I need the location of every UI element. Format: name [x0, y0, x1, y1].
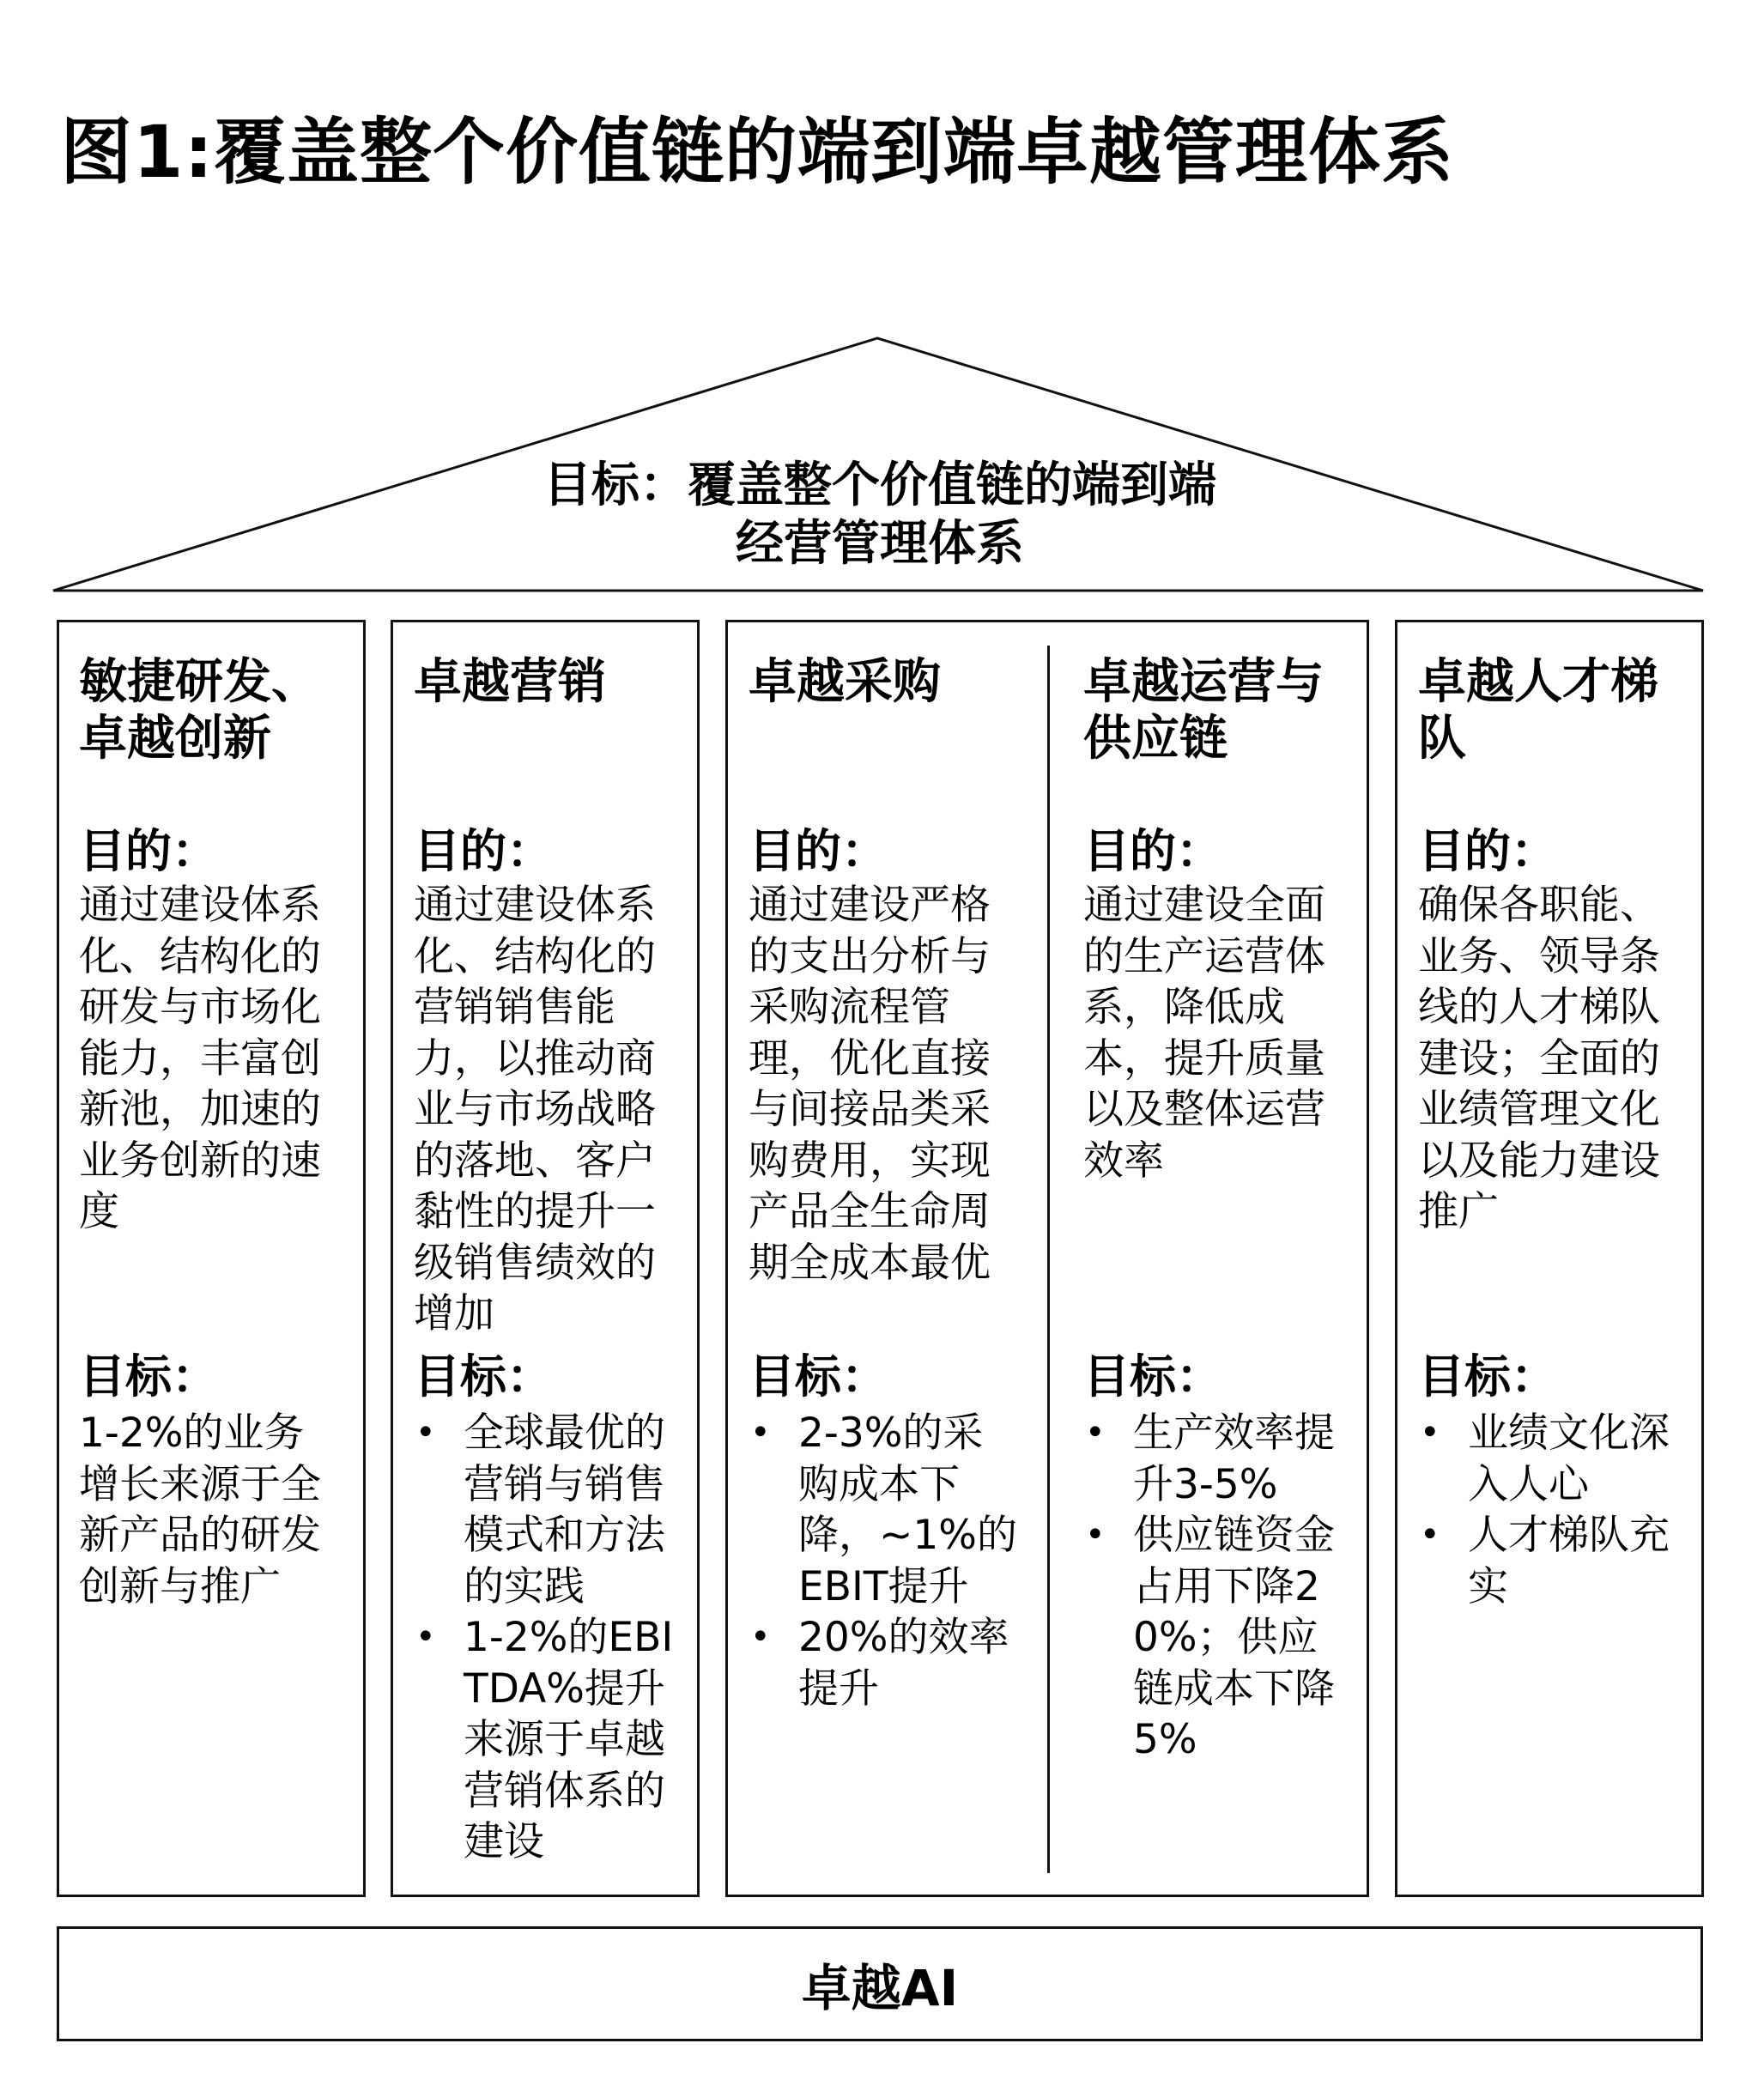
foundation-base: 卓越AI [57, 1926, 1703, 2041]
target-item: • 1-2%的EBITDA%提升来源于卓越营销体系的建设 [414, 1612, 688, 1868]
purpose-text: 确保各职能、业务、领导条线的人才梯队建设；全面的业绩管理文化以及能力建设推广 [1418, 882, 1660, 1235]
target-item: • 生产效率提升3-5% [1083, 1408, 1358, 1510]
purpose-label: 目的： [1418, 824, 1557, 878]
purpose-label: 目的： [1083, 824, 1222, 878]
target-item: • 全球最优的营销与销售模式和方法的实践 [414, 1408, 688, 1612]
target-label: 目标： [79, 1349, 218, 1404]
target-item: • 业绩文化深入人心 [1418, 1408, 1693, 1510]
purpose-label: 目的： [749, 824, 888, 878]
target-list [414, 1408, 688, 1868]
purpose-text: 通过建设体系化、结构化的研发与市场化能力，丰富创新池，加速的业务创新的速度 [79, 882, 321, 1235]
purpose-text: 通过建设体系化、结构化的营销销售能力，以推动商业与市场战略的落地、客户黏性的提升一级销售绩效的增加 [414, 882, 656, 1337]
target-item: • 2-3%的采购成本下降，~1%的EBIT提升 [749, 1408, 1023, 1612]
target-label: 目标： [1418, 1349, 1557, 1404]
figure-title: 图1:覆盖整个价值链的端到端卓越管理体系 [60, 110, 1455, 194]
pillar-heading: 卓越采购 [749, 654, 941, 710]
target-item: • 人才梯队充实 [1418, 1510, 1693, 1612]
target-list [749, 1408, 1023, 1714]
roof-goal-line1: 目标：覆盖整个价值链的端到端 [543, 458, 1216, 513]
target-list [1418, 1408, 1693, 1612]
purpose-label: 目的： [414, 824, 553, 878]
purpose-label: 目的： [79, 824, 218, 878]
pillar-heading: 卓越运营与供应链 [1083, 654, 1324, 767]
pillar-divider [1047, 646, 1050, 1873]
pillar-heading: 敏捷研发、卓越创新 [79, 654, 319, 767]
roof-goal-line2: 经营管理体系 [736, 516, 1024, 572]
target-label: 目标： [749, 1349, 888, 1404]
pillar-box-talent [1395, 620, 1704, 1897]
roof-goal [446, 457, 1313, 573]
pillar-heading: 卓越营销 [414, 654, 606, 710]
target-label: 目标： [414, 1349, 553, 1404]
target-text: 1-2%的业务增长来源于全新产品的研发创新与推广 [79, 1410, 321, 1610]
target-label: 目标： [1083, 1349, 1222, 1404]
pillar-box-rnd [57, 620, 366, 1897]
target-item: • 20%的效率提升 [749, 1612, 1023, 1714]
purpose-text: 通过建设严格的支出分析与采购流程管理，优化直接与间接品类采购费用，实现产品全生命周期全成本最优 [749, 882, 991, 1287]
target-list [1083, 1408, 1358, 1766]
target-item: • 供应链资金占用下降20%；供应链成本下降5% [1083, 1510, 1358, 1766]
purpose-text: 通过建设全面的生产运营体系，降低成本，提升质量以及整体运营效率 [1083, 882, 1325, 1185]
pillar-heading: 卓越人才梯队 [1418, 654, 1658, 767]
